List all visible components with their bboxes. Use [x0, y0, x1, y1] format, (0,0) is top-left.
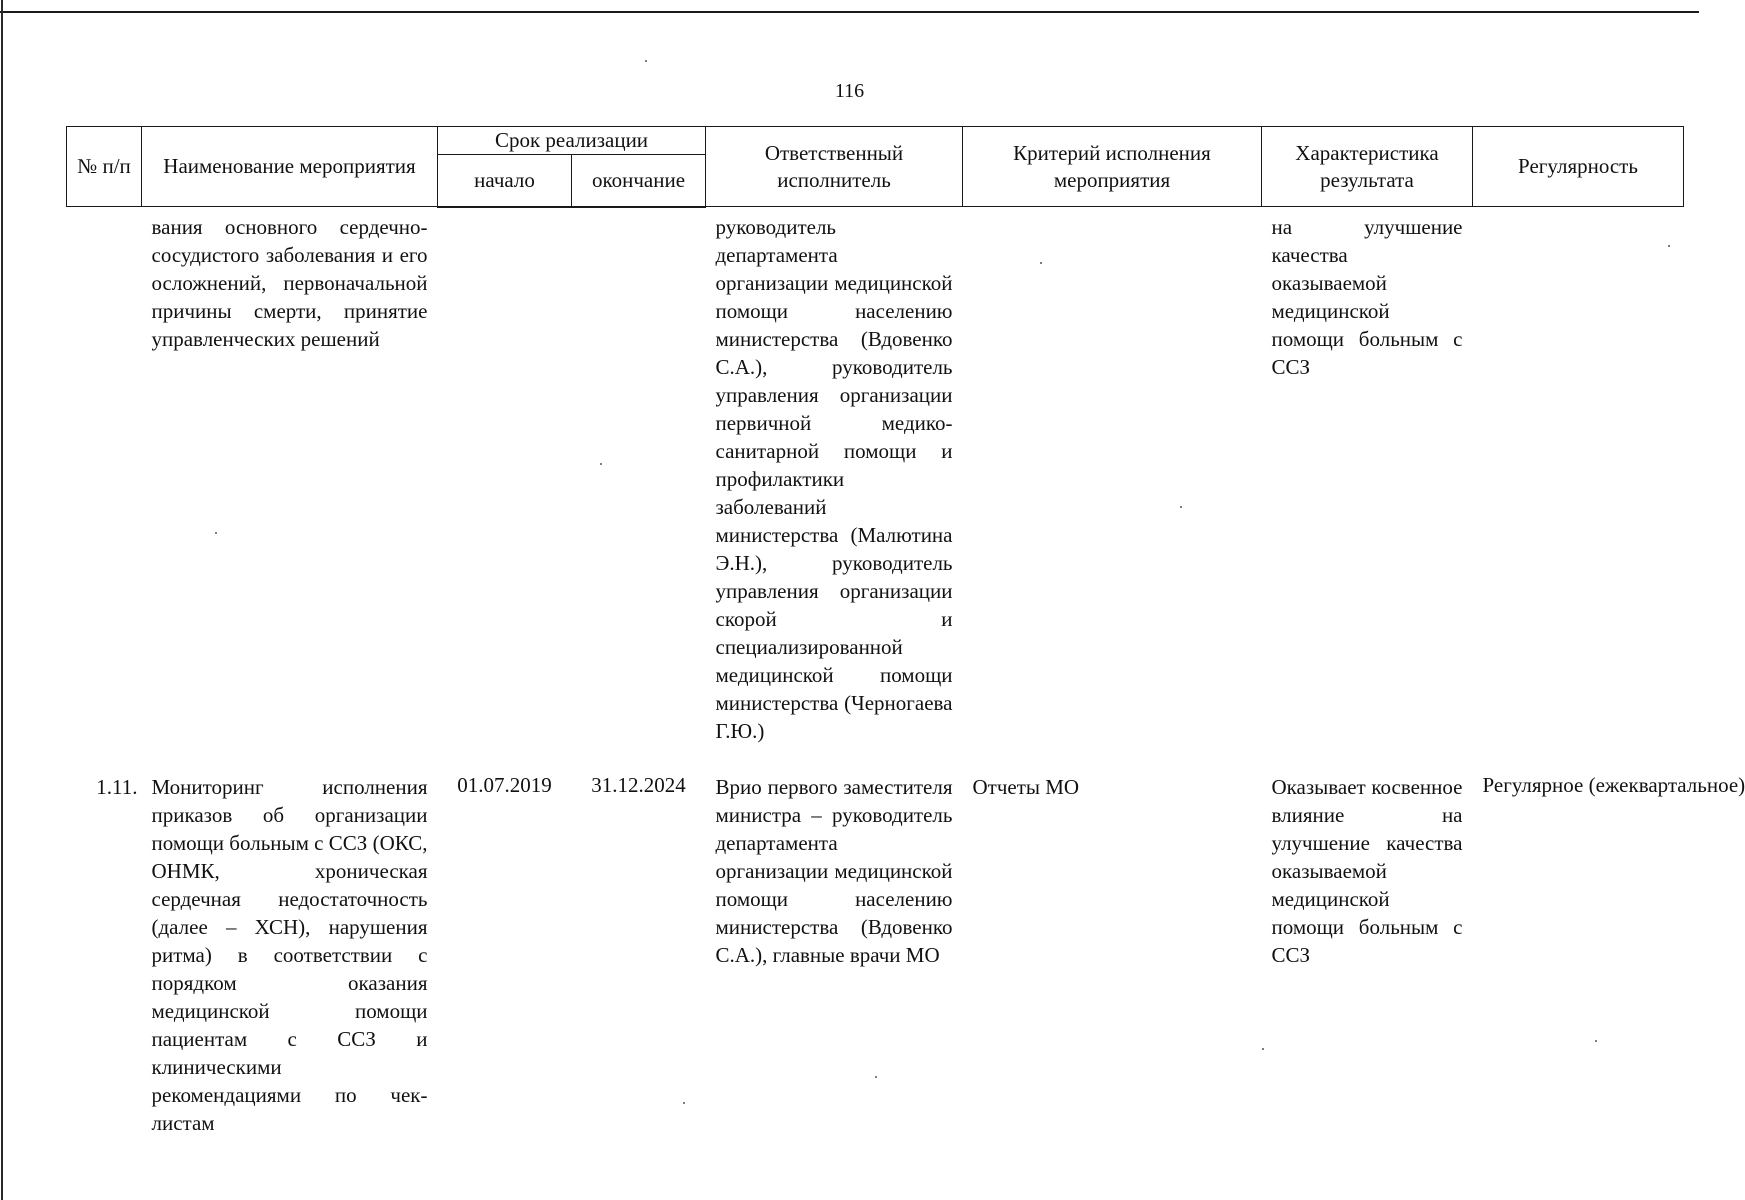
header-num: № п/п [67, 127, 142, 207]
cell-regularity [1473, 207, 1684, 772]
table-row [67, 207, 1684, 772]
cell-end: 31.12.2024 [591, 773, 686, 797]
cell-responsible: Врио первого заместителя министра – руководитель департамента организации медицинской помощи населению министерства (Вдовенко С.А.), главные врачи МО [715, 775, 953, 967]
scan-speck [645, 60, 647, 62]
scan-speck [600, 463, 602, 465]
scan-speck [875, 1076, 877, 1078]
cell-end [572, 207, 706, 772]
cell-responsible: руководитель департамента организации медицинской помощи населению министерства (Вдовенко С.А.), руководитель управления организации первичной медико-санитарной помощи и профилактики заболеваний министерства (Малютина Э.Н.), руководитель управления организации скорой и специализированной медицинской помощи министерства (Черногаева Г.Ю.) [715, 215, 953, 743]
cell-criterion: Отчеты МО [972, 775, 1080, 799]
scan-speck [215, 532, 217, 534]
scan-speck [1668, 245, 1670, 247]
scan-speck [1040, 262, 1042, 264]
cell-result: Оказывает косвенное влияние на улучшение качества оказываемой медицинской помощи больным с ССЗ [1271, 775, 1463, 967]
header-name: Наименование мероприятия [142, 127, 438, 207]
header-regularity: Регулярность [1473, 127, 1684, 207]
scan-speck [1180, 506, 1182, 508]
table-row [67, 771, 1684, 1137]
scan-speck [1262, 1048, 1264, 1050]
measures-table [66, 126, 1745, 1137]
header-period: Срок реализации [438, 127, 706, 155]
header-result: Характеристика результата [1262, 127, 1473, 207]
header-responsible: Ответственный исполнитель [706, 127, 963, 207]
scan-edge-left [1, 0, 3, 1200]
cell-name: Мониторинг исполнения приказов об организации помощи больным с ССЗ (ОКС, ОНМК, хроническая сердечная недостаточность (далее – ХСН), нарушения ритма) в соответствии с порядком оказания медицинской помощи пациентам с ССЗ и клиническими рекомендациями по чек-листам [151, 775, 428, 1135]
cell-regularity: Регулярное (ежеквартальное) [1482, 773, 1745, 797]
cell-num: 1.11. [96, 775, 138, 799]
scan-edge-top [0, 11, 1699, 13]
cell-start: 01.07.2019 [457, 773, 552, 797]
scan-speck [683, 1102, 685, 1104]
page-number: 116 [834, 80, 865, 102]
cell-num [67, 207, 142, 772]
cell-name: вания основного сердечно-сосудистого заболевания и его осложнений, первоначальной причины смерти, принятие управленческих решений [151, 215, 428, 351]
scan-speck [1595, 1040, 1597, 1042]
header-end: окончание [572, 155, 706, 207]
header-criterion: Критерий исполнения мероприятия [963, 127, 1262, 207]
cell-criterion [963, 207, 1262, 772]
cell-start [438, 207, 572, 772]
header-start: начало [438, 155, 572, 207]
cell-result: на улучшение качества оказываемой медицинской помощи больным с ССЗ [1271, 215, 1463, 379]
